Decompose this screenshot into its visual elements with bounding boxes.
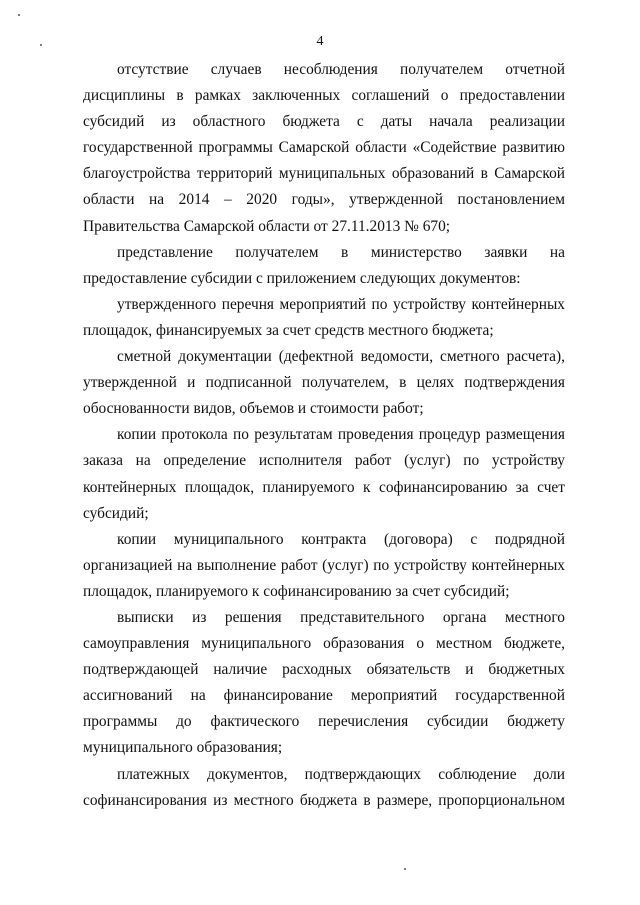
paragraph-reporting-discipline: отсутствие случаев несоблюдения получателем отчетной дисциплины в рамках заключенных соглашений о предоставлении субсидий из областного бюджета с даты начала реализации государственной программы Самарской области «Содействие развитию благоустройства территорий муниципальных образований в Самарской области на 2014 – 2020 годы», утвержденной постановлением Правительства Самарской области от 27.11.2013 № 670; [83,61,565,235]
document-body [83,57,565,814]
paragraph-procurement-protocol: копии протокола по результатам проведения процедур размещения заказа на определение исполнителя работ (услуг) по устройству контейнерных площадок, планируемого к софинансированию за счет субсидий; [83,426,565,522]
scan-speck [40,44,42,46]
page-number: 4 [316,34,324,49]
paragraph-approved-list: утвержденного перечня мероприятий по устройству контейнерных площадок, финансируемых за счет средств местного бюджета; [83,295,565,339]
paragraph-payment-documents: платежных документов, подтверждающих соблюдение доли софинансирования из местного бюджета в размере, пропорциональном [83,765,565,809]
paragraph-budget-decision-extract: выписки из решения представительного органа местного самоуправления муниципального образования о местном бюджете, подтверждающей наличие расходных обязательств и бюджетных ассигнований на финансирование мероприятий государственной программы до фактического перечисления субсидии бюджету муниципального образования; [83,608,565,757]
paragraph-estimate-documentation: сметной документации (дефектной ведомости, сметного расчета), утвержденной и подписанной получателем, в целях подтверждения обоснованности видов, объемов и стоимости работ; [83,348,565,418]
paragraph-application-submission: представление получателем в министерство заявки на предоставление субсидии с приложением следующих документов: [83,243,565,287]
scan-speck [18,14,20,16]
scan-speck [404,868,406,870]
paragraph-municipal-contract: копии муниципального контракта (договора) с подрядной организацией на выполнение работ (услуг) по устройству контейнерных площадок, планируемого к софинансированию за счет субсидий; [83,530,565,600]
